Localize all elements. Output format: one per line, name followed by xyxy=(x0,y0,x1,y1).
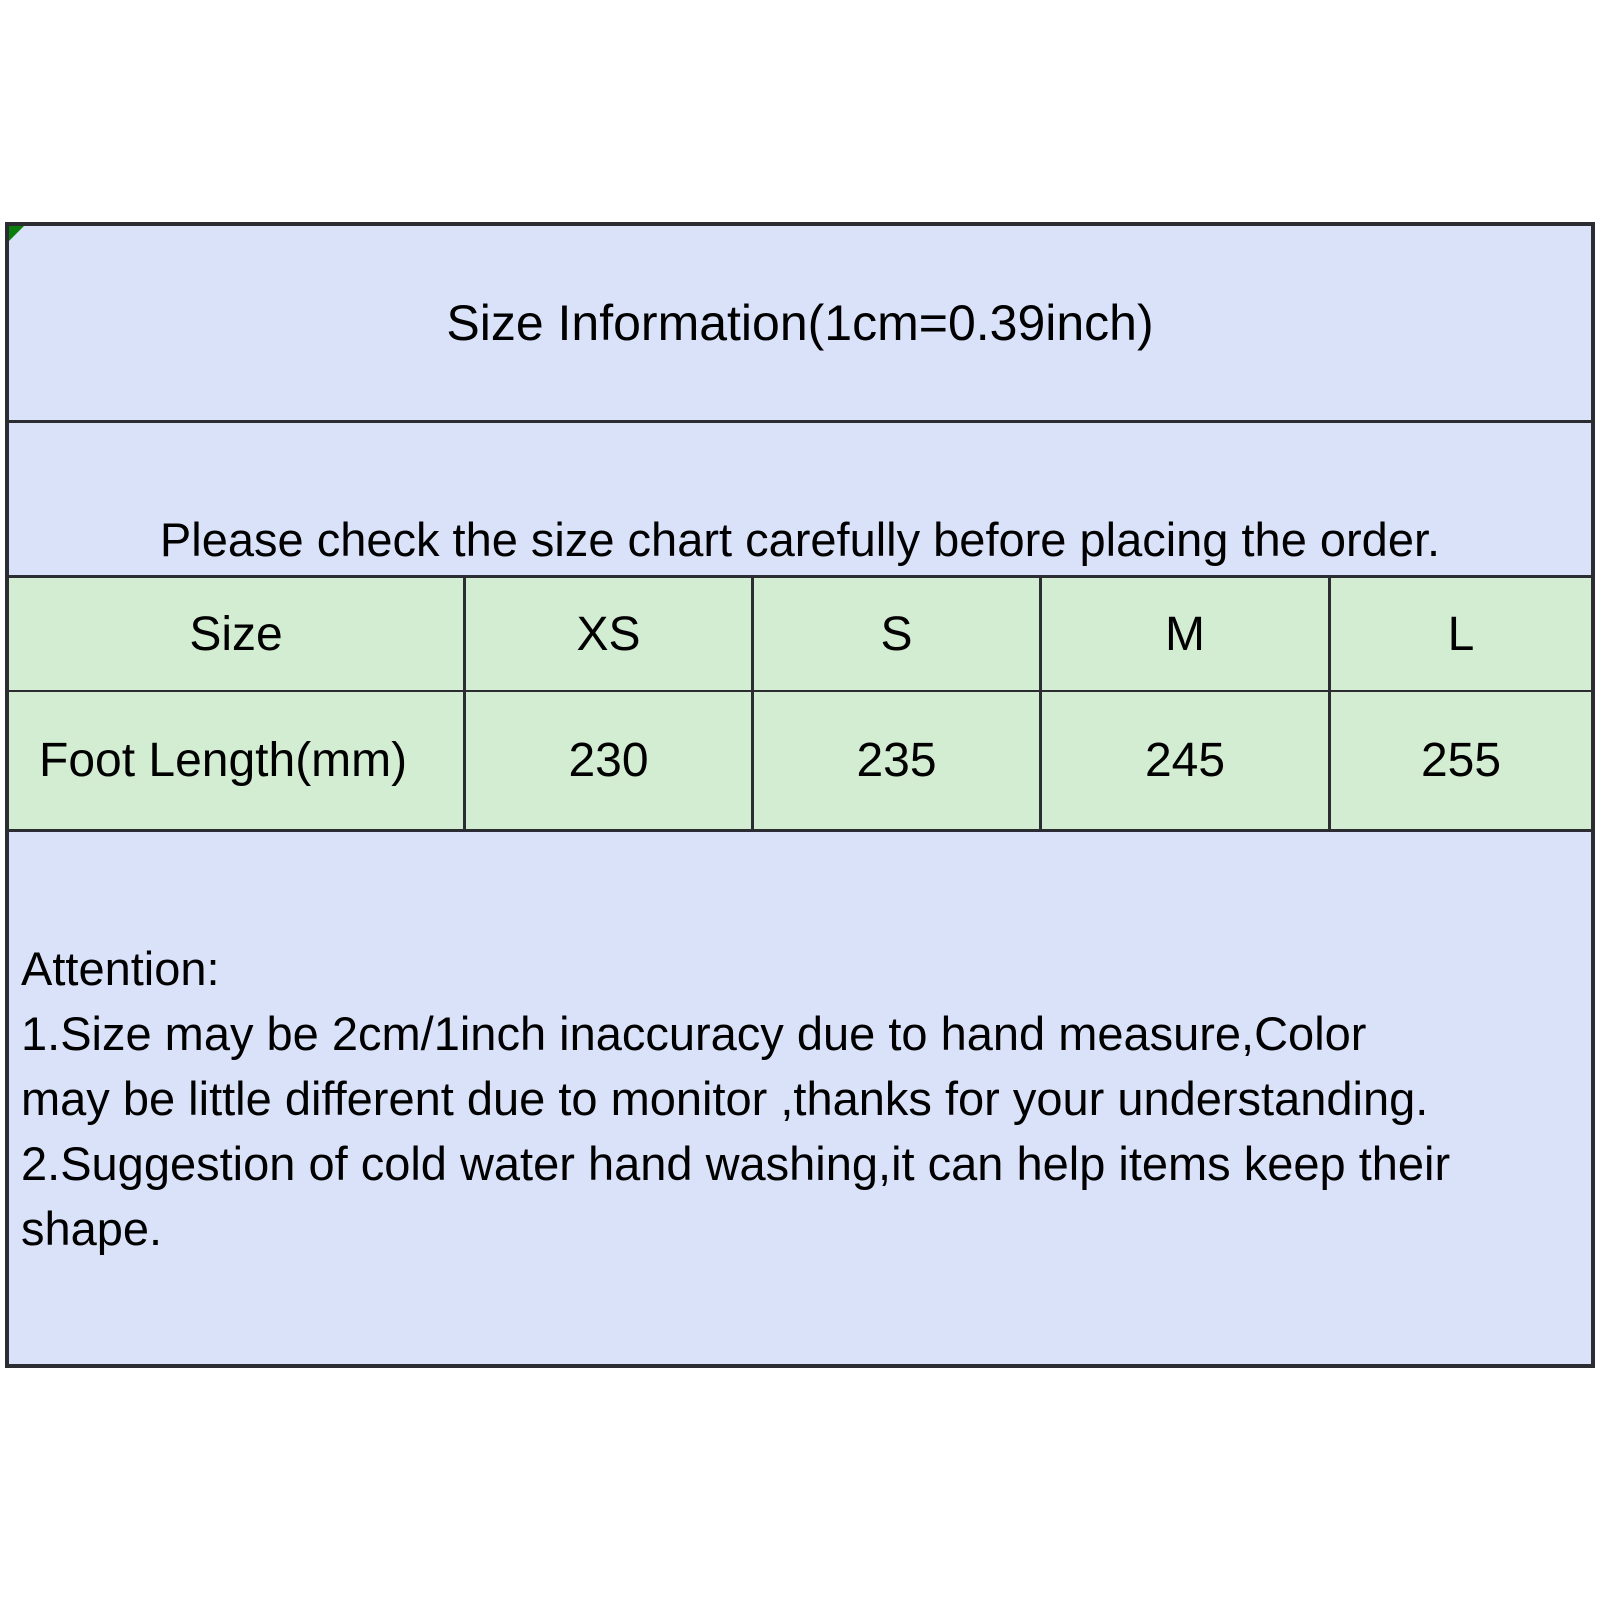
header-label-m: M xyxy=(1165,607,1205,661)
foot-length-value-xs xyxy=(466,692,754,829)
table-title: Size Information(1cm=0.39inch) xyxy=(446,295,1154,351)
foot-length-row xyxy=(9,692,1591,832)
size-chart-note: Please check the size chart carefully before placing the order. xyxy=(159,513,1441,566)
value-xs: 230 xyxy=(568,734,649,787)
attention-note-2-line-2: shape. xyxy=(21,1201,163,1255)
header-cell-m xyxy=(1042,578,1331,690)
foot-length-value-s xyxy=(754,692,1042,829)
attention-note-2-line-1: 2.Suggestion of cold water hand washing,it can help items keep their xyxy=(21,1136,1451,1190)
table-note-row xyxy=(9,423,1591,578)
attention-section xyxy=(9,832,1591,1364)
foot-length-value-m xyxy=(1042,692,1331,829)
header-label-l: L xyxy=(1447,607,1475,661)
attention-note-1-line-1: 1.Size may be 2cm/1inch inaccuracy due to hand measure,Color xyxy=(21,1006,1367,1060)
foot-length-label-cell xyxy=(9,692,466,829)
header-cell-s xyxy=(754,578,1042,690)
value-l: 255 xyxy=(1420,734,1502,787)
header-cell-size xyxy=(9,578,466,690)
size-information-table xyxy=(5,222,1595,1368)
table-title-row xyxy=(9,226,1591,423)
foot-length-value-l xyxy=(1331,692,1591,829)
attention-heading: Attention: xyxy=(21,941,220,995)
header-label-s: S xyxy=(880,607,913,661)
header-cell-l xyxy=(1331,578,1591,690)
header-cell-xs xyxy=(466,578,754,690)
header-label-size: Size xyxy=(189,607,283,661)
foot-length-label: Foot Length(mm) xyxy=(39,734,408,787)
header-label-xs: XS xyxy=(576,607,641,661)
value-s: 235 xyxy=(856,734,937,787)
attention-note-1-line-2: may be little different due to monitor ,thanks for your understanding. xyxy=(21,1071,1429,1125)
size-header-row xyxy=(9,578,1591,692)
value-m: 245 xyxy=(1144,734,1226,787)
